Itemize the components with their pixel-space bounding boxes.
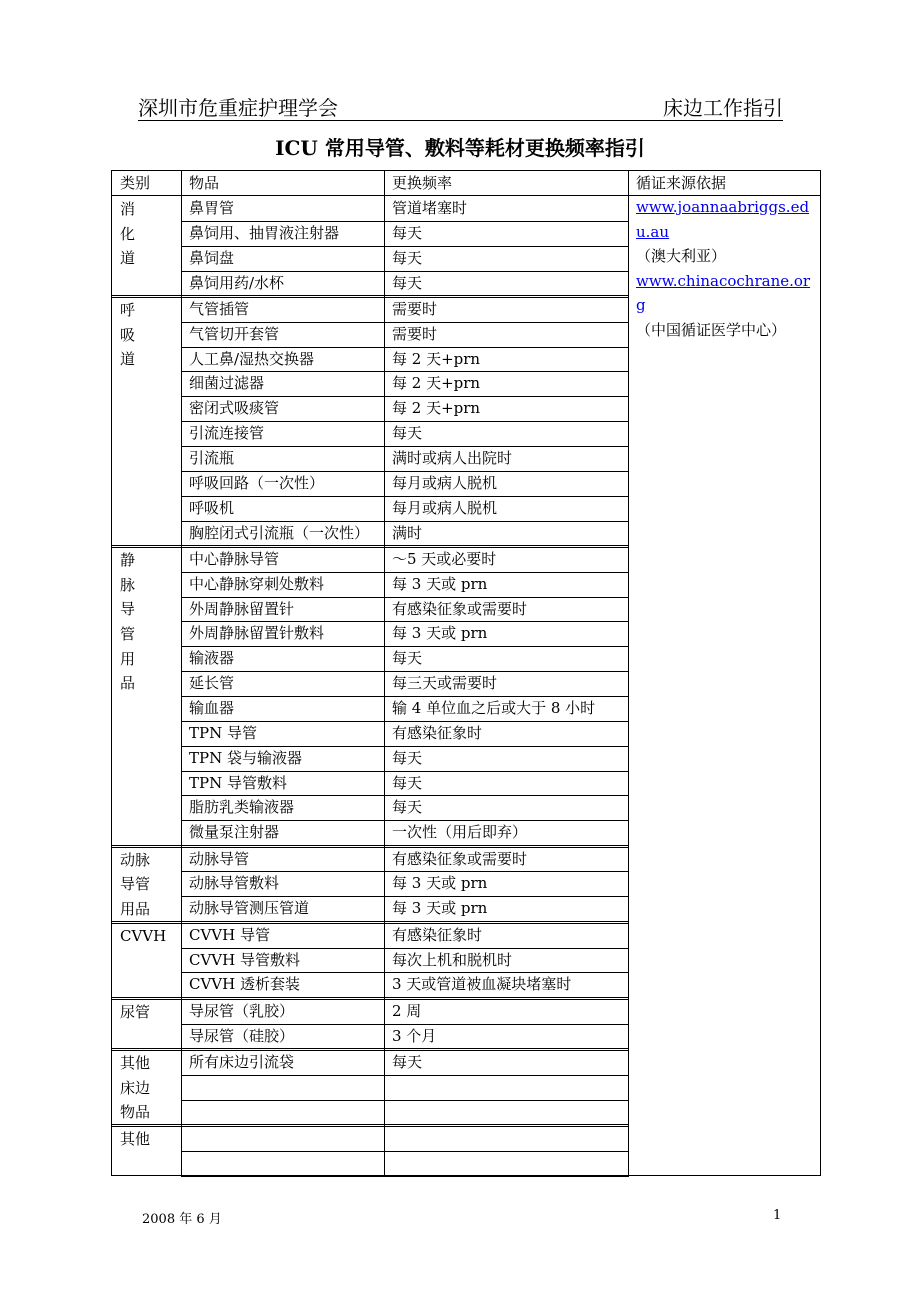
row-divider [181,1100,628,1101]
category-text: 化 [120,224,136,243]
category-label [120,848,150,922]
frequency-cell: 满时或病人出院时 [392,449,513,467]
category-label [120,1000,150,1025]
frequency-cell: 每次上机和脱机时 [392,950,513,969]
category-text: CVVH [120,926,167,945]
category-text: 尿管 [120,1002,151,1021]
item-cell: 鼻饲盘 [189,248,235,267]
frequency-cell: 每天 [392,748,423,767]
item-cell: 引流连接管 [189,424,265,443]
frequency-cell: 有感染征象或需要时 [392,849,528,868]
page-header [138,90,783,121]
category-text: 导 [120,600,136,619]
frequency-cell: 输 4 单位血之后或大于 8 小时 [392,699,596,717]
category-text: 床边 [120,1078,151,1097]
category-label [120,1127,150,1152]
frequency-cell: 每天 [392,223,423,242]
item-cell: 微量泵注射器 [189,823,280,842]
frequency-cell: 需要时 [392,324,438,343]
frequency-cell: 每天 [392,273,423,292]
item-cell: 导尿管（乳胶） [189,1001,295,1020]
item-cell: 动脉导管测压管道 [189,899,310,918]
frequency-cell: 每三天或需要时 [392,674,498,693]
item-cell: 外周静脉留置针 [189,599,295,618]
frequency-cell: 每 3 天或 prn [392,899,488,918]
source-link[interactable]: www.joannaabriggs.edu.au [636,198,810,241]
frequency-cell: 每月或病人脱机 [392,473,498,492]
frequency-cell: 每天 [392,649,423,668]
frequency-cell: 2 周 [392,1001,422,1020]
item-cell: 外周静脉留置针敷料 [189,624,325,643]
document-title: ICU 常用导管、敷料等耗材更换频率指引 [275,136,645,160]
item-cell: TPN 导管敷料 [189,773,287,792]
frequency-cell: 一次性（用后即弃） [392,823,528,842]
category-text: 静 [120,550,136,569]
frequency-cell: 每天 [392,424,423,443]
item-cell: 动脉导管敷料 [189,874,280,893]
category-text: 呼 [120,300,136,319]
item-cell: 人工鼻/湿热交换器 [189,349,315,368]
frequency-cell: 每 3 天或 prn [392,624,488,643]
frequency-cell: 每天 [392,773,423,792]
frequency-cell: 3 个月 [392,1026,437,1045]
frequency-cell: 满时 [392,523,423,542]
item-cell: 输液器 [189,649,235,668]
frequency-cell: 有感染征象或需要时 [392,599,528,618]
item-cell: TPN 袋与输液器 [189,748,302,767]
row-divider [181,1151,628,1152]
frequency-cell: 每月或病人脱机 [392,498,498,517]
category-label [120,298,135,372]
source-link[interactable]: www.chinacochrane.org [636,271,811,314]
category-text: 用 [120,649,136,668]
category-text: 动脉 [120,850,151,869]
item-cell: 呼吸回路（一次性） [189,473,325,492]
replacement-frequency-table [111,170,821,1176]
item-cell: 动脉导管 [189,849,250,868]
item-cell: 密闭式吸痰管 [189,399,280,418]
item-cell: 呼吸机 [189,498,235,517]
header-source: 循证来源依据 [636,174,727,192]
item-cell: 所有床边引流袋 [189,1052,295,1071]
column-divider [628,171,629,1177]
item-cell: 中心静脉导管 [189,549,280,568]
group-divider [112,1126,628,1127]
frequency-cell: 每 3 天或 prn [392,874,488,893]
category-text: 导管 [120,875,151,894]
item-cell: 中心静脉穿刺处敷料 [189,574,325,593]
row-divider [181,1075,628,1076]
frequency-cell: 每 2 天+prn [392,399,481,418]
item-cell: TPN 导管 [189,723,257,742]
item-cell: 鼻饲用药/水杯 [189,273,285,292]
frequency-cell: 每天 [392,798,423,817]
category-label [120,924,166,949]
header-frequency: 更换频率 [392,174,453,192]
item-cell: 导尿管（硅胶） [189,1026,295,1045]
page-number: 1 [773,1208,782,1223]
item-cell: 鼻胃管 [189,199,235,217]
source-note: （澳大利亚） [636,247,727,265]
row-divider [181,1176,628,1177]
item-cell: CVVH 透析套装 [189,975,300,994]
frequency-cell: 每 2 天+prn [392,349,481,368]
header-category: 类别 [120,174,151,192]
category-text: 脉 [120,575,136,594]
category-text: 物品 [120,1103,151,1122]
frequency-cell: 每天 [392,248,423,267]
frequency-cell: 每 2 天+prn [392,374,481,393]
item-cell: 输血器 [189,699,235,717]
category-label [120,197,135,271]
footer-date: 2008 年 6 月 [142,1212,222,1227]
item-cell: 气管插管 [189,299,250,318]
frequency-cell: 每天 [392,1052,423,1071]
category-text: 品 [120,674,136,693]
frequency-cell: 有感染征象时 [392,925,483,944]
item-cell: 延长管 [189,674,235,693]
source-note: （中国循证医学中心） [636,320,787,339]
item-cell: 脂肪乳类输液器 [189,798,295,817]
frequency-cell: 3 天或管道被血凝块堵塞时 [392,975,572,994]
category-text: 消 [120,200,136,218]
category-text: 其他 [120,1129,151,1148]
group-divider [112,1124,628,1125]
evidence-sources [636,195,816,342]
category-label [120,1051,150,1125]
frequency-cell: 需要时 [392,299,438,318]
category-text: 道 [120,350,136,369]
header-item: 物品 [189,174,220,192]
category-label [120,548,135,696]
category-text: 用品 [120,900,151,918]
category-text: 其他 [120,1053,151,1072]
item-cell: 引流瓶 [189,449,235,467]
frequency-cell: ～5 天或必要时 [392,549,497,568]
category-text: 道 [120,249,136,268]
item-cell: CVVH 导管 [189,925,270,944]
category-text: 吸 [120,325,136,344]
header-organization: 深圳市危重症护理学会 [138,96,338,120]
item-cell: 细菌过滤器 [189,374,265,393]
frequency-cell: 每 3 天或 prn [392,574,488,593]
item-cell: 鼻饲用、抽胃液注射器 [189,223,340,242]
item-cell: 气管切开套管 [189,324,280,343]
category-text: 管 [120,625,136,643]
frequency-cell: 管道堵塞时 [392,199,468,217]
item-cell: 胸腔闭式引流瓶（一次性） [189,523,370,542]
frequency-cell: 有感染征象时 [392,723,483,742]
item-cell: CVVH 导管敷料 [189,950,300,969]
header-section: 床边工作指引 [663,96,783,120]
